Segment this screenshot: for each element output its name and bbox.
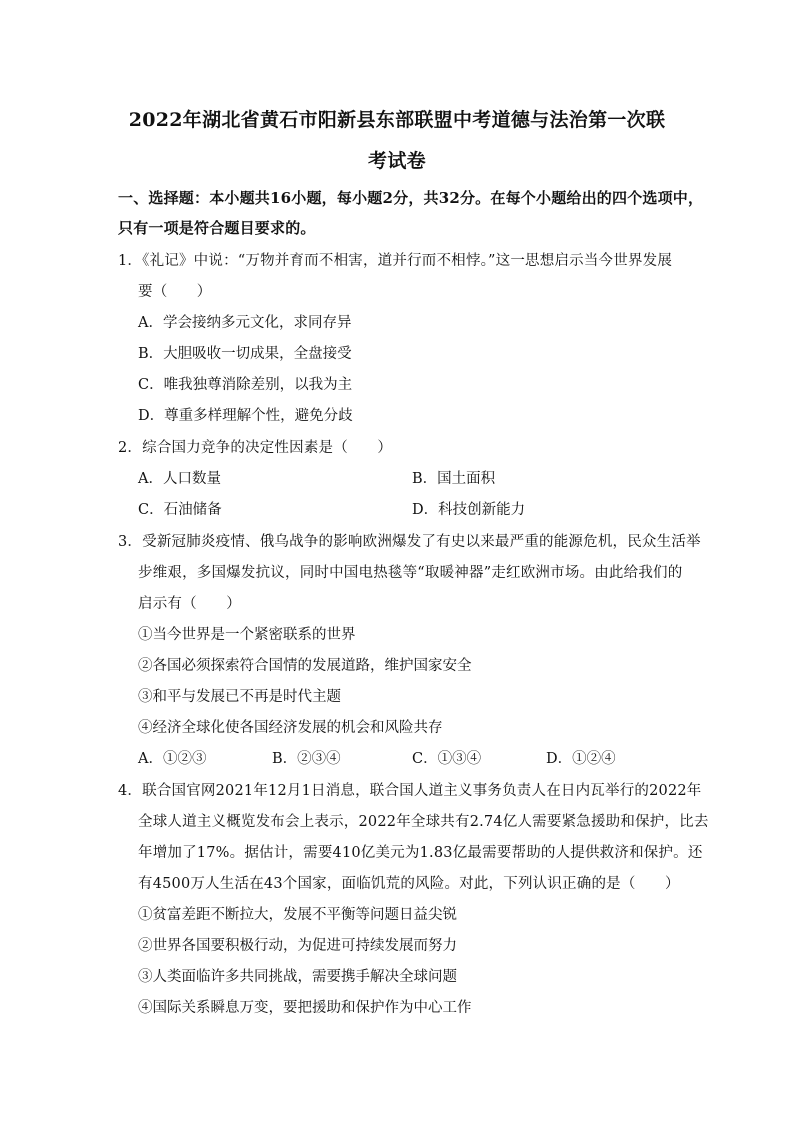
q4-statement-3: ③人类面临许多共同挑战，需要携手解决全球问题 [138,969,457,985]
q4-stem-line4: 有4500万人生活在43个国家，面临饥荒的风险。对此，下列认识正确的是（ ） [138,876,680,892]
q1-stem-line2: 要（ ） [138,284,212,300]
q1-stem-line1: 1．《礼记》中说：“万物并育而不相害，道并行而不相悖。”这一思想启示当今世界发展 [118,253,673,269]
q1-option-a: A．学会接纳多元文化，求同存异 [138,315,352,331]
q4-stem-line1: 4．联合国官网2021年12月1日消息，联合国人道主义事务负责人在日内瓦举行的2022年 [118,783,702,799]
q3-option-d: D．①②④ [546,751,616,767]
exam-title-line2: 考试卷 [368,150,426,172]
q1-option-d: D．尊重多样理解个性，避免分歧 [138,408,353,424]
q2-stem: 2．综合国力竞争的决定性因素是（ ） [118,440,393,456]
q3-option-b: B．②③④ [272,751,341,767]
exam-title-line1: 2022年湖北省黄石市阳新县东部联盟中考道德与法治第一次联 [128,109,666,131]
q4-statement-4: ④国际关系瞬息万变，要把援助和保护作为中心工作 [138,1000,472,1016]
q4-stem-line3: 年增加了17%。据估计，需要410亿美元为1.83亿最需要帮助的人提供救济和保护。还 [138,845,703,861]
q4-statement-2: ②世界各国要积极行动，为促进可持续发展而努力 [138,938,457,954]
q3-statement-2: ②各国必须探索符合国情的发展道路，维护国家安全 [138,658,472,674]
q3-stem-line3: 启示有（ ） [138,596,241,612]
q3-option-a: A．①②③ [138,751,207,767]
q3-stem-line2: 步维艰，多国爆发抗议，同时中国电热毯等“取暖神器”走红欧洲市场。由此给我们的 [138,565,683,581]
q2-option-c: C．石油储备 [138,502,222,518]
q4-statement-1: ①贫富差距不断拉大，发展不平衡等问题日益尖锐 [138,907,457,923]
q3-statement-4: ④经济全球化使各国经济发展的机会和风险共存 [138,720,443,736]
section-header-line1: 一、选择题：本小题共16小题，每小题2分，共32分。在每个小题给出的四个选项中， [118,189,704,207]
section-header-line2: 只有一项是符合题目要求的。 [118,219,316,237]
q2-option-d: D．科技创新能力 [412,502,526,518]
q2-option-b: B．国土面积 [412,471,496,487]
q3-stem-line1: 3．受新冠肺炎疫情、俄乌战争的影响欧洲爆发了有史以来最严重的能源危机，民众生活举 [118,534,701,550]
q1-option-c: C．唯我独尊消除差别，以我为主 [138,377,353,393]
q1-option-b: B．大胆吸收一切成果，全盘接受 [138,346,352,362]
q3-statement-3: ③和平与发展已不再是时代主题 [138,689,341,705]
q3-option-c: C．①③④ [412,751,482,767]
q3-statement-1: ①当今世界是一个紧密联系的世界 [138,627,356,643]
q2-option-a: A．人口数量 [138,471,221,487]
q4-stem-line2: 全球人道主义概览发布会上表示，2022年全球共有2.74亿人需要紧急援助和保护，比去 [138,814,709,830]
